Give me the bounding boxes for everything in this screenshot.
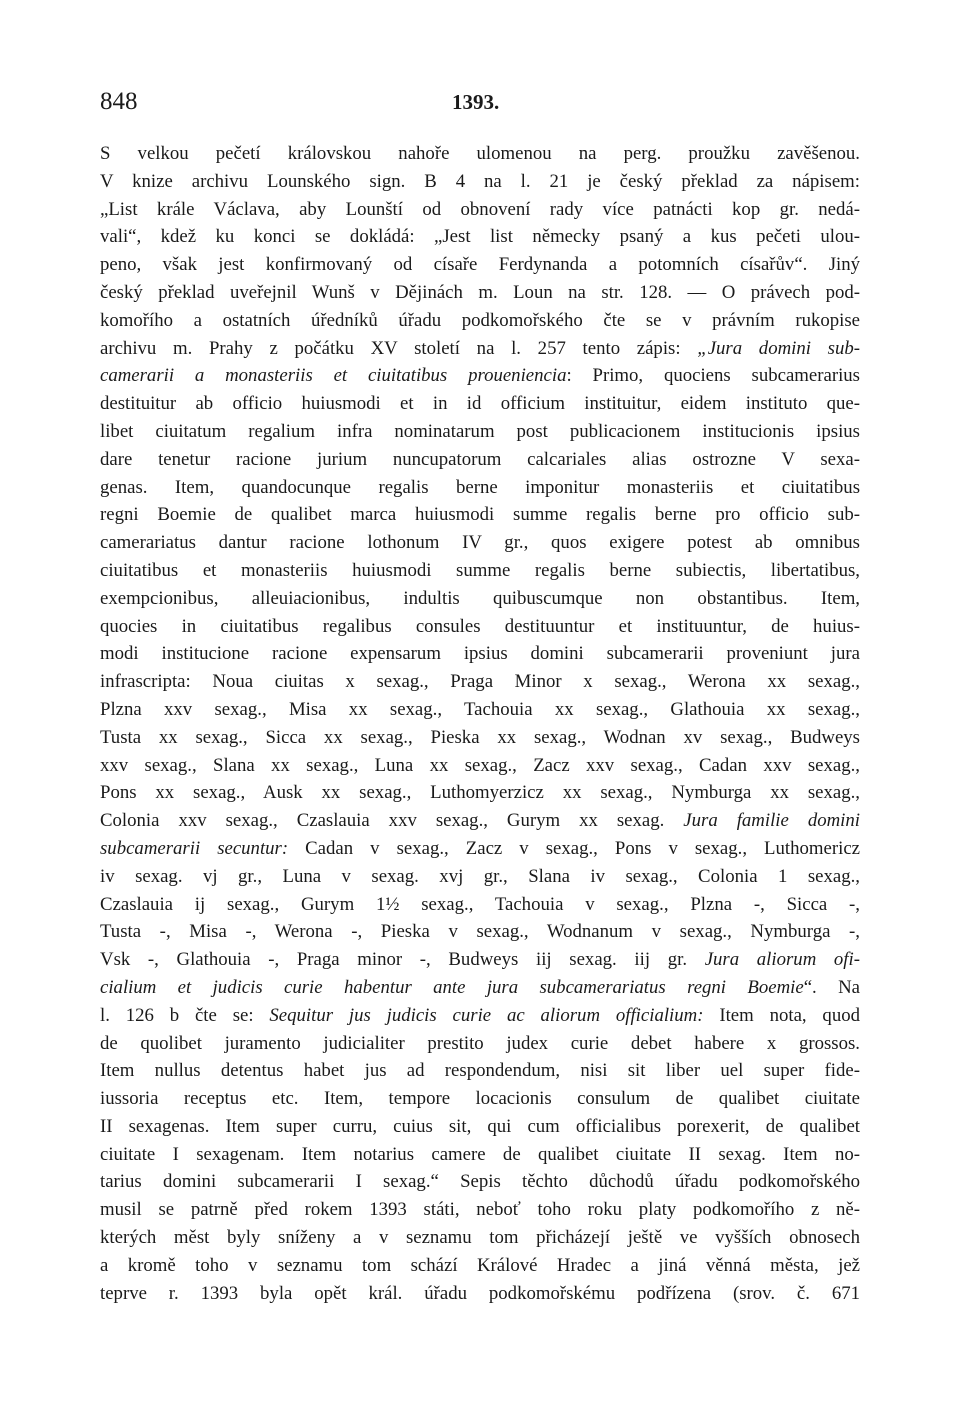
text-line	[100, 1030, 860, 1058]
text-line	[100, 752, 860, 780]
text-segment: libet ciuitatum regalium infra nominatarum post publicacionem institucionis ipsius	[100, 420, 860, 442]
text-line	[100, 446, 860, 474]
text-segment: český překlad uveřejnil Wunš v Dějinách m. Loun na str. 128. — O právech pod-	[100, 281, 860, 303]
text-line	[100, 1113, 860, 1141]
text-line	[100, 1057, 860, 1085]
text-line	[100, 418, 860, 446]
text-line	[100, 362, 860, 390]
text-line	[100, 1196, 860, 1224]
text-segment: Cadan v sexag., Zacz v sexag., Pons v sexag., Luthomericz	[288, 837, 860, 859]
text-segment: komořího a ostatních úředníků úřadu podkomořského čte se v právním rukopise	[100, 309, 860, 331]
text-segment: musil se patrně před rokem 1393 státi, neboť toho roku platy podkomořího z ně-	[100, 1199, 860, 1221]
text-segment: exempcionibus, alleuiacionibus, indultis quibuscumque non obstantibus. Item,	[100, 587, 860, 609]
text-line	[100, 140, 860, 168]
text-segment: ciuitate I sexagenam. Item notarius camere de qualibet ciuitate II sexag. Item no-	[100, 1143, 860, 1165]
text-segment: de quolibet juramento judicialiter prestito judex curie debet habere x grossos.	[100, 1032, 860, 1054]
italic-text-segment: cialium et judicis curie habentur ante jura subcamerariatus regni Boemie	[100, 976, 804, 998]
text-line	[100, 863, 860, 891]
text-line	[100, 640, 860, 668]
text-line	[100, 501, 860, 529]
text-segment: Vsk -, Glathouia -, Praga minor -, Budweys iij sexag. iij gr.	[100, 949, 705, 971]
text-line	[100, 724, 860, 752]
text-segment: tarius domini subcamerarii I sexag.“ Sepis těchto důchodů úřadu podkomořského	[100, 1171, 860, 1193]
text-line	[100, 223, 860, 251]
text-segment: „List krále Václava, aby Lounští od obnovení rady více patnácti kop gr. nedá-	[100, 198, 860, 220]
text-segment: infrascripta: Noua ciuitas x sexag., Praga Minor x sexag., Werona xx sexag.,	[100, 671, 860, 693]
text-segment: Item nota, quod	[703, 1004, 860, 1026]
text-segment: Plzna xxv sexag., Misa xx sexag., Tachouia xx sexag., Glathouia xx sexag.,	[100, 698, 860, 720]
text-segment: Pons xx sexag., Ausk xx sexag., Luthomyerzicz xx sexag., Nymburga xx sexag.,	[100, 782, 860, 804]
text-line	[100, 196, 860, 224]
italic-text-segment: camerarii a monasteriis et ciuitatibus proueniencia	[100, 365, 567, 387]
text-segment: archivu m. Prahy z počátku XV století na l. 257 tento zápis:	[100, 337, 698, 359]
text-segment: camerariatus dantur racione lothonum IV gr., quos exigere potest ab omnibus	[100, 532, 860, 554]
text-line	[100, 1168, 860, 1196]
italic-text-segment: subcamerarii secuntur:	[100, 837, 289, 859]
text-segment: modi institucione racione expensarum ipsius domini subcamerarii proveniunt jura	[100, 643, 860, 665]
text-segment: regni Boemie de qualibet marca huiusmodi summe regalis berne pro officio sub-	[100, 504, 860, 526]
text-segment: dare tenetur racione jurium nuncupatorum calcariales alias ostrozne V sexa-	[100, 448, 860, 470]
text-segment: Czaslauia ij sexag., Gurym 1½ sexag., Tachouia v sexag., Plzna -, Sicca -,	[100, 893, 860, 915]
text-line	[100, 251, 860, 279]
text-line	[100, 613, 860, 641]
text-segment: vali“, kdež ku konci se dokládá: „Jest list německy psaný a kus pečeti ulou-	[100, 226, 860, 248]
text-line	[100, 779, 860, 807]
text-segment: destituitur ab officio huiusmodi et in id officium instituitur, eidem instituto que-	[100, 393, 860, 415]
page-number: 848	[100, 88, 138, 115]
text-line	[100, 168, 860, 196]
text-segment: Tusta xx sexag., Sicca xx sexag., Pieska xx sexag., Wodnan xv sexag., Budweys	[100, 726, 860, 748]
text-segment: iv sexag. vj gr., Luna v sexag. xvj gr., Slana iv sexag., Colonia 1 sexag.,	[100, 865, 860, 887]
text-line	[100, 529, 860, 557]
body-text	[100, 140, 860, 1307]
text-line	[100, 1280, 860, 1308]
text-segment: Item nullus detentus habet jus ad respondendum, nisi sit liber uel super fide-	[100, 1060, 860, 1082]
text-segment: l. 126 b čte se:	[100, 1004, 270, 1026]
text-segment: Tusta -, Misa -, Werona -, Pieska v sexag., Wodnanum v sexag., Nymburga -,	[100, 921, 860, 943]
text-segment: xxv sexag., Slana xx sexag., Luna xx sexag., Zacz xxv sexag., Cadan xxv sexag.,	[100, 754, 860, 776]
italic-text-segment: Jura familie domini	[683, 810, 860, 832]
page-header	[100, 80, 860, 120]
text-segment: quocies in ciuitatibus regalibus consules destituuntur et instituuntur, de huius-	[100, 615, 860, 637]
text-segment: kterých měst byly sníženy a v seznamu tom přicházejí ještě ve vyšších obnosech	[100, 1227, 860, 1249]
text-segment: iussoria receptus etc. Item, tempore locacionis consulum de qualibet ciuitate	[100, 1088, 860, 1110]
text-line	[100, 835, 860, 863]
text-line	[100, 1085, 860, 1113]
text-line	[100, 1224, 860, 1252]
text-segment: ciuitatibus et monasteriis huiusmodi summe regalis berne subiectis, libertatibus,	[100, 559, 860, 581]
text-line	[100, 668, 860, 696]
text-line	[100, 891, 860, 919]
text-line	[100, 696, 860, 724]
text-line	[100, 946, 860, 974]
text-line	[100, 307, 860, 335]
italic-text-segment: „Jura domini sub-	[697, 337, 860, 359]
text-segment: peno, však jest konfirmovaný od císaře Ferdynanda a potomních císařův“. Jiný	[100, 254, 860, 276]
text-segment: : Primo, quociens subcamerarius	[566, 365, 860, 387]
text-segment: a kromě toho v seznamu tom schází Králové Hradec a jiná věnná města, jež	[100, 1254, 860, 1276]
italic-text-segment: Sequitur jus judicis curie ac aliorum officialium:	[269, 1004, 704, 1026]
text-segment: teprve r. 1393 byla opět král. úřadu podkomořskému podřízena (srov. č. 671	[100, 1282, 860, 1304]
text-segment: S velkou pečetí královskou nahoře ulomenou na perg. proužku zavěšenou.	[100, 143, 860, 164]
running-head-year: 1393.	[452, 90, 500, 114]
text-line	[100, 974, 860, 1002]
text-line	[100, 1252, 860, 1280]
text-line	[100, 807, 860, 835]
text-line	[100, 390, 860, 418]
text-line	[100, 279, 860, 307]
text-line	[100, 918, 860, 946]
text-segment: Colonia xxv sexag., Czaslauia xxv sexag., Gurym xx sexag.	[100, 810, 684, 832]
text-line	[100, 474, 860, 502]
text-line	[100, 1141, 860, 1169]
text-segment: II sexagenas. Item super curru, cuius sit, qui cum officialibus porexerit, de qualibet	[100, 1115, 860, 1137]
text-segment: “. Na	[803, 976, 860, 998]
text-line	[100, 335, 860, 363]
italic-text-segment: Jura aliorum ofi-	[704, 949, 860, 971]
text-line	[100, 1002, 860, 1030]
text-segment: genas. Item, quandocunque regalis berne imponitur monasteriis et ciuitatibus	[100, 476, 860, 498]
text-line	[100, 585, 860, 613]
text-line	[100, 557, 860, 585]
text-segment: V knize archivu Lounského sign. B 4 na l. 21 je český překlad za nápisem:	[100, 170, 860, 192]
